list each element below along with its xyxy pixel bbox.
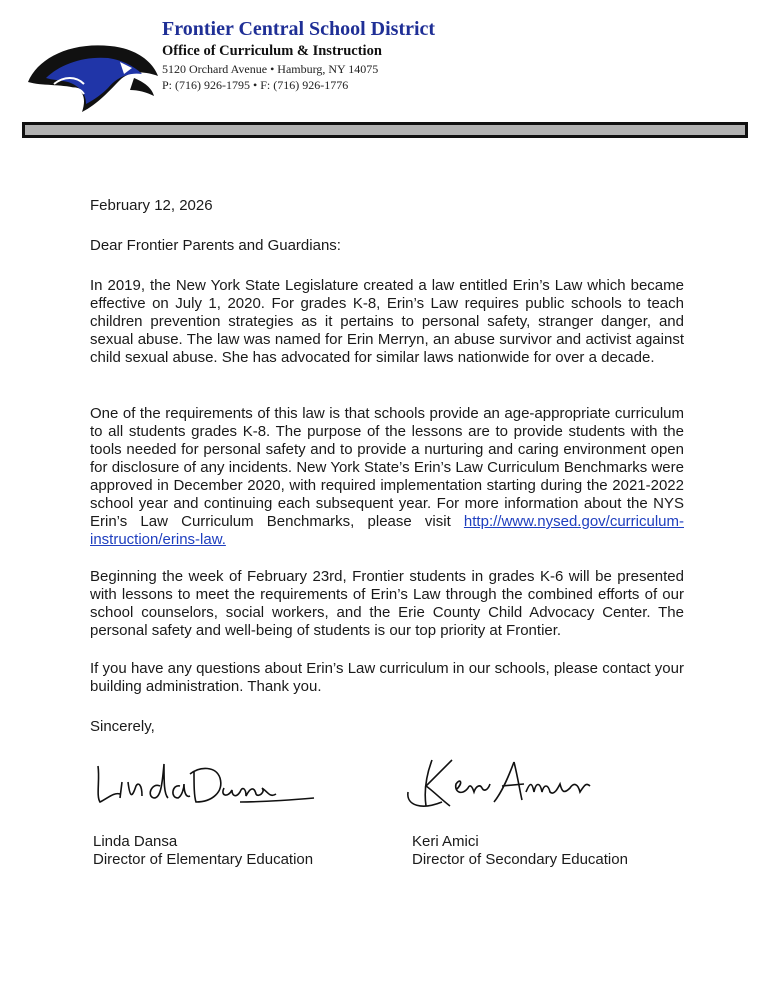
phone-fax: P: (716) 926-1795 • F: (716) 926-1776 (162, 78, 349, 92)
district-name: Frontier Central School District (162, 18, 436, 40)
paragraph-1: In 2019, the New York State Legislature created a law entitled Erin’s Law which became effective on July 1, 2020. For grades K-8, Erin’s Law requires public schools to teach children prevention strategies as it pertains to personal safety, stranger danger, and sexual abuse. The law was named for Erin Merryn, an abuse survivor and activist against child sexual abuse. She has advocated for similar laws nationwide for over a decade. (90, 277, 684, 366)
falcon-head-icon (24, 32, 162, 120)
paragraph-3: Beginning the week of February 23rd, Frontier students in grades K-6 will be presented with lessons to meet the requirements of Erin’s Law through the combined efforts of our school counselors, social workers, and the Erie County Child Advocacy Center. The personal safety and well-being of students is our top priority at Frontier. (90, 568, 684, 639)
signer-title-linda-dansa: Director of Elementary Education (93, 851, 314, 868)
paragraph-4: If you have any questions about Erin’s Law curriculum in our schools, please contact your building administration. Thank you. (90, 660, 684, 695)
signer-name-linda-dansa: Linda Dansa (93, 833, 178, 850)
paragraph-2 (90, 405, 684, 549)
department-name: Office of Curriculum & Instruction (162, 43, 382, 59)
signer-name-keri-amici: Keri Amici (412, 833, 479, 850)
district-address: 5120 Orchard Avenue • Hamburg, NY 14075 (162, 62, 379, 76)
signer-title-keri-amici: Director of Secondary Education (412, 851, 628, 868)
letterhead-divider (22, 122, 748, 138)
closing: Sincerely, (90, 718, 155, 735)
letter-date: February 12, 2026 (90, 197, 213, 214)
signature-linda-dansa (90, 752, 320, 814)
nysed-erins-law-link[interactable]: http://www.nysed.gov/curriculum-instruction/erins-law. (90, 513, 684, 548)
paragraph-2-text: One of the requirements of this law is that schools provide an age-appropriate curriculum to all students grades K-8. The purpose of the lessons are to provide students with the tools needed for personal safety and to provide a nurturing and caring environment open for disclosure of any incidents. New York State’s Erin’s Law Curriculum Benchmarks were approved in December 2020, with required implementation starting during the 2021-2022 school year and continuing each subsequent year. For more information about the NYS Erin’s Law Curriculum Benchmarks, please visit (90, 405, 684, 530)
signature-keri-amici (402, 752, 612, 814)
salutation: Dear Frontier Parents and Guardians: (90, 237, 341, 254)
